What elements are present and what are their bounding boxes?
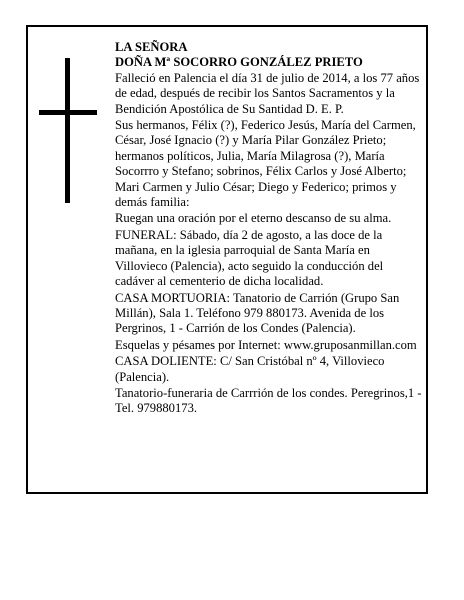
notice-title: LA SEÑORA <box>115 40 188 54</box>
prayer-request: Ruegan una oración por el eterno descanso de su alma. <box>115 211 392 226</box>
funeral-details: FUNERAL: Sábado, día 2 de agosto, a las doce de la mañana, en la iglesia parroquial de Santa María en Villovieco (Palencia), acto seguido la conducción del cadáver al cementerio de dicha localidad. <box>115 227 384 289</box>
funeral-home-details: CASA MORTUORIA: Tanatorio de Carrión (Grupo San Millán), Sala 1. Teléfono 979 880173. Avenida de los Pergrinos, 1 - Carrión de los Condes (Palencia). <box>115 290 400 336</box>
internet-condolences: Esquelas y pésames por Internet: www.gruposanmillan.com <box>115 337 417 352</box>
obituary-notice <box>26 25 428 494</box>
cross-icon <box>39 58 97 203</box>
cross-vertical-bar <box>65 58 70 203</box>
funeral-service-provider: Tanatorio-funeraria de Carrrión de los condes. Peregrinos,1 - Tel. 979880173. <box>115 385 422 416</box>
notice-text <box>115 40 423 418</box>
deceased-name: DOÑA Mª SOCORRO GONZÁLEZ PRIETO <box>115 55 363 70</box>
family-home-address: CASA DOLIENTE: C/ San Cristóbal nº 4, Villovieco (Palencia). <box>115 354 385 384</box>
family-list: Sus hermanos, Félix (?), Federico Jesús, María del Carmen, César, José Ignacio (?) y María Pilar González Prieto; hermanos políticos, Julia, María Milagrosa (?), María Socorrro y Stefano; sobrinos, Félix Carlos y José Alberto; Mari Carmen y Julio César; Diego y Federico; primos y demás familia: <box>115 118 416 210</box>
death-announcement: Falleció en Palencia el día 31 de julio de 2014, a los 77 años de edad, después de recibir los Santos Sacramentos y la Bendición Apostólica de Su Santidad D. E. P. <box>115 70 420 116</box>
cross-horizontal-bar <box>39 110 97 115</box>
